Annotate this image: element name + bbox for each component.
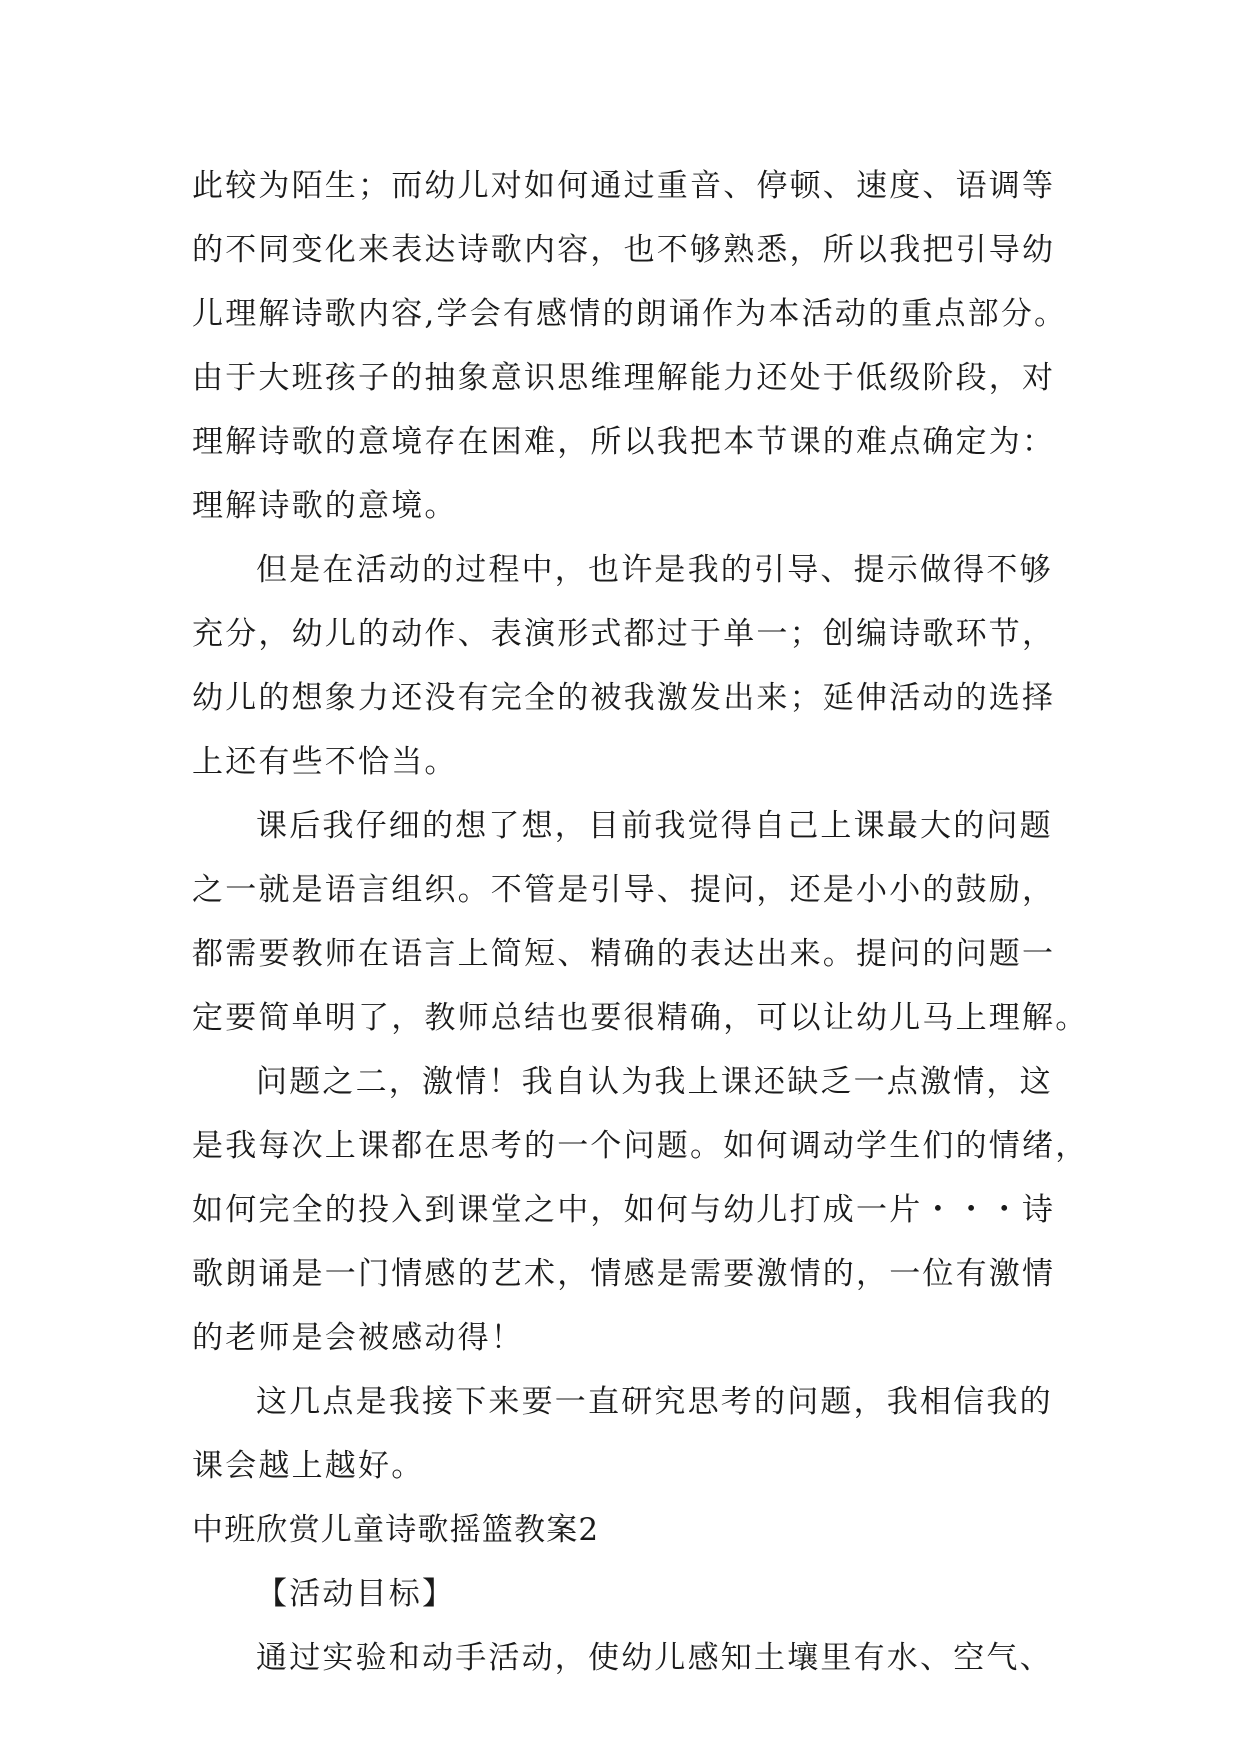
text-line: 上还有些不恰当。: [192, 744, 458, 780]
text-line: 充分，幼儿的动作、表演形式都过于单一；创编诗歌环节，: [192, 616, 1056, 652]
paragraph-start: 通过实验和动手活动，使幼儿感知土壤里有水、空气、: [256, 1640, 1053, 1676]
text-line: 理解诗歌的意境。: [192, 488, 458, 524]
section-heading: 中班欣赏儿童诗歌摇篮教案2: [192, 1512, 600, 1548]
text-line: 的不同变化来表达诗歌内容，也不够熟悉，所以我把引导幼: [192, 232, 1056, 268]
paragraph-start: 但是在活动的过程中，也许是我的引导、提示做得不够: [256, 552, 1053, 588]
text-line: 儿理解诗歌内容,学会有感情的朗诵作为本活动的重点部分。: [192, 296, 1068, 332]
text-line: 歌朗诵是一门情感的艺术，情感是需要激情的，一位有激情: [192, 1256, 1056, 1292]
text-line: 课会越上越好。: [192, 1448, 425, 1484]
subheading: 【活动目标】: [256, 1576, 456, 1612]
paragraph-start: 问题之二，激情！我自认为我上课还缺乏一点激情，这: [256, 1064, 1053, 1100]
paragraph-start: 这几点是我接下来要一直研究思考的问题，我相信我的: [256, 1384, 1053, 1420]
text-line: 由于大班孩子的抽象意识思维理解能力还处于低级阶段，对: [192, 360, 1056, 396]
text-line: 都需要教师在语言上简短、精确的表达出来。提问的问题一: [192, 936, 1056, 972]
paragraph-start: 课后我仔细的想了想，目前我觉得自己上课最大的问题: [256, 808, 1053, 844]
text-line: 定要简单明了，教师总结也要很精确，可以让幼儿马上理解。: [192, 1000, 1089, 1036]
text-line: 幼儿的想象力还没有完全的被我激发出来；延伸活动的选择: [192, 680, 1056, 716]
text-line: 的老师是会被感动得！: [192, 1320, 524, 1356]
text-line: 如何完全的投入到课堂之中，如何与幼儿打成一片・・・诗: [192, 1192, 1056, 1228]
text-line: 理解诗歌的意境存在困难，所以我把本节课的难点确定为：: [192, 424, 1056, 460]
text-line: 是我每次上课都在思考的一个问题。如何调动学生们的情绪，: [192, 1128, 1089, 1164]
text-line: 此较为陌生；而幼儿对如何通过重音、停顿、速度、语调等: [192, 168, 1056, 204]
text-line: 之一就是语言组织。不管是引导、提问，还是小小的鼓励，: [192, 872, 1056, 908]
